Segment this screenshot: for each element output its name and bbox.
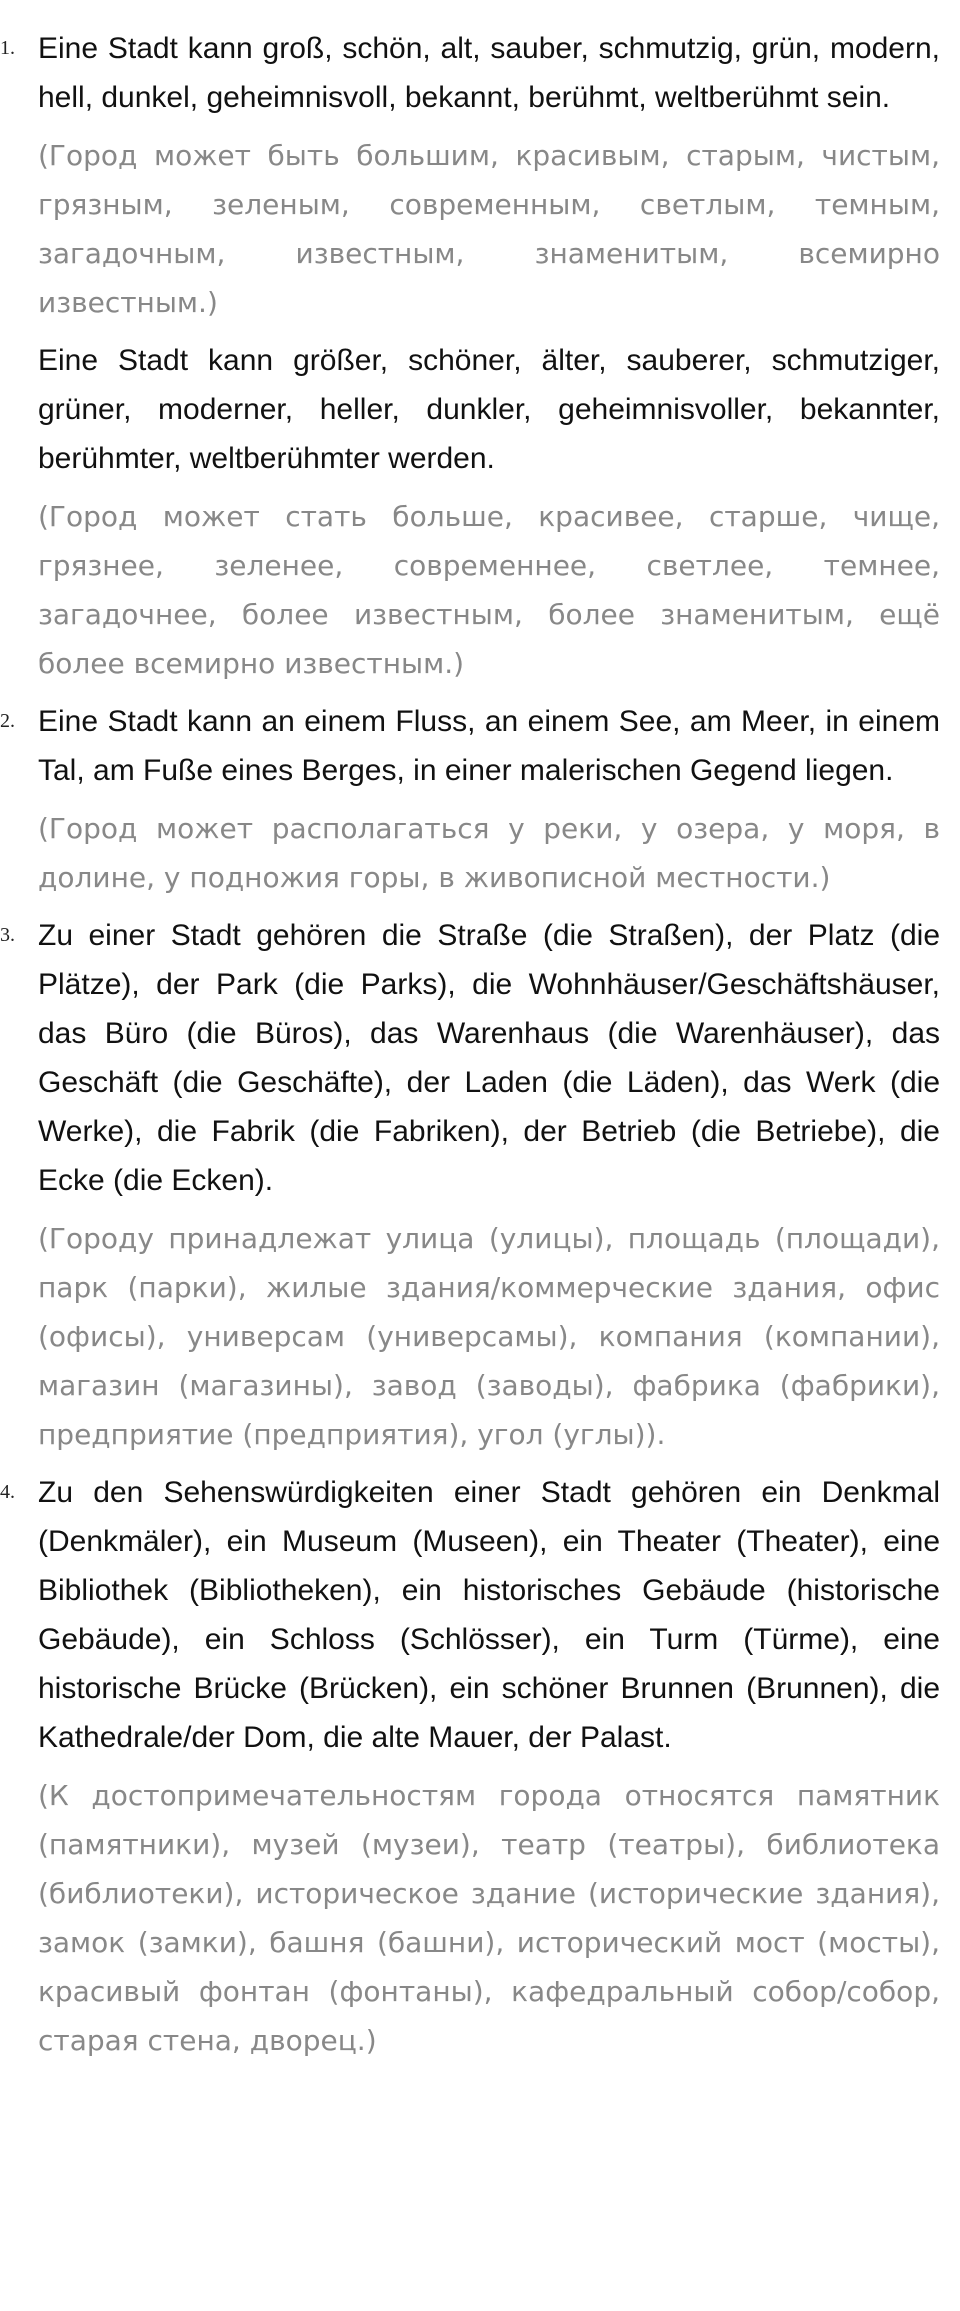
german-paragraph: Zu einer Stadt gehören die Straße (die Straßen), der Platz (die Plätze), der Park (die Parks), die Wohnhäuser/Geschäftshäuser, das Büro (die Büros), das Warenhaus (die Warenhäuser), das Geschäft (die Geschäfte), der Laden (die Läden), das Werk (die Werke), die Fabrik (die Fabriken), der Betrieb (die Betriebe), die Ecke (die Ecken). — [38, 919, 940, 1197]
list-item-3 — [0, 911, 940, 1459]
list-item-2 — [0, 697, 940, 902]
item-number: 3. — [0, 924, 15, 946]
russian-translation: (Город может быть большим, красивым, старым, чистым, грязным, зеленым, современным, светлым, темным, загадочным, известным, знаменитым, всемирно известным.) — [38, 139, 940, 319]
list-item-4 — [0, 1468, 940, 2065]
german-paragraph: Eine Stadt kann größer, schöner, älter, sauberer, schmutziger, grüner, moderner, heller, dunkler, geheimnisvoller, bekannter, berühmter, weltberühmter werden. — [38, 344, 940, 475]
item-number: 2. — [0, 710, 15, 732]
german-paragraph: Eine Stadt kann groß, schön, alt, sauber, schmutzig, grün, modern, hell, dunkel, geheimnisvoll, bekannt, berühmt, weltberühmt sein. — [38, 32, 940, 114]
russian-translation: (Город может стать больше, красивее, старше, чище, грязнее, зеленее, современнее, светлее, темнее, загадочнее, более известным, более знаменитым, ещё более всемирно известным.) — [38, 500, 940, 680]
list-item-1 — [0, 24, 940, 688]
german-paragraph: Eine Stadt kann an einem Fluss, an einem See, am Meer, in einem Tal, am Fuße eines Berges, in einer malerischen Gegend liegen. — [38, 705, 940, 787]
russian-translation: (Городу принадлежат улица (улицы), площадь (площади), парк (парки), жилые здания/коммерческие здания, офис (офисы), универсам (универсамы), компания (компании), магазин (магазины), завод (заводы), фабрика (фабрики), предприятие (предприятия), угол (углы)). — [38, 1222, 940, 1451]
numbered-list — [0, 24, 940, 2065]
russian-translation: (Город может располагаться у реки, у озера, у моря, в долине, у подножия горы, в живописной местности.) — [38, 812, 940, 894]
russian-translation: (К достопримечательностям города относятся памятник (памятники), музей (музеи), театр (театры), библиотека (библиотеки), историческое здание (исторические здания), замок (замки), башня (башни), исторический мост (мосты), красивый фонтан (фонтаны), кафедральный собор/собор, старая стена, дворец.) — [38, 1779, 940, 2057]
item-number: 4. — [0, 1481, 15, 1503]
german-paragraph: Zu den Sehenswürdigkeiten einer Stadt gehören ein Denkmal (Denkmäler), ein Museum (Museen), ein Theater (Theater), eine Bibliothek (Bibliotheken), ein historisches Gebäude (historische Gebäude), ein Schloss (Schlösser), ein Turm (Türme), eine historische Brücke (Brücken), ein schöner Brunnen (Brunnen), die Kathedrale/der Dom, die alte Mauer, der Palast. — [38, 1476, 940, 1754]
item-number: 1. — [0, 37, 15, 59]
